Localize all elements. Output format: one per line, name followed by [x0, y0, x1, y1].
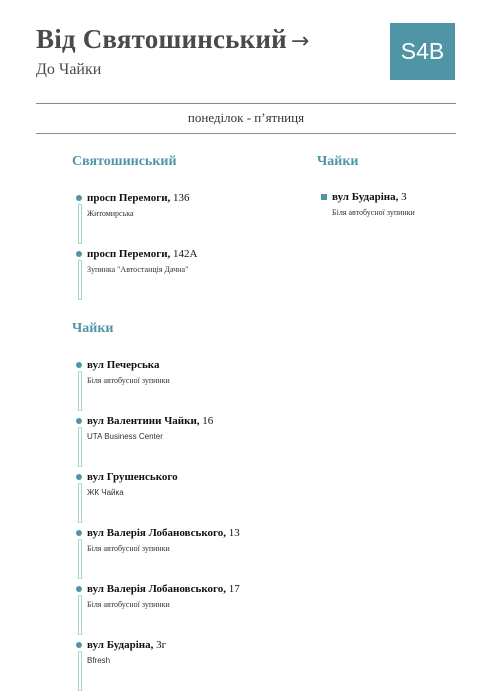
stop-street: вул Грушенського	[87, 471, 178, 483]
stop-marker-icon	[76, 195, 82, 201]
stop-street: вул Валерія Лобановського,	[87, 527, 226, 539]
stop-connector	[78, 204, 82, 244]
stop-marker-icon	[76, 586, 82, 592]
schedule-days: понеділок - п’ятниця	[187, 110, 305, 125]
stop-note: ЖК Чайка	[87, 488, 124, 497]
stop-number: 136	[170, 192, 190, 204]
stop-note: Біля автобусної зупинки	[87, 376, 170, 385]
stop-name	[87, 583, 240, 595]
stop-marker-icon	[76, 474, 82, 480]
stop-number: 16	[199, 415, 214, 427]
stop-connector	[78, 427, 82, 467]
stop-name	[87, 192, 190, 204]
stop-number: 13	[226, 527, 240, 539]
stop-street: вул Печерська	[87, 359, 160, 371]
route-code-badge: S4B	[390, 23, 455, 80]
route-destination: До Чайки	[36, 61, 102, 78]
stop-name	[87, 471, 178, 483]
section-title-chaiky-right: Чайки	[317, 154, 359, 169]
stop-street: вул Бударіна,	[332, 191, 399, 203]
divider-bottom	[36, 133, 456, 134]
stop-street: просп Перемоги,	[87, 192, 171, 204]
stop-marker-icon	[76, 530, 82, 536]
stop-name	[87, 527, 240, 539]
stop-marker-icon	[76, 642, 82, 648]
stop-number: 3г	[153, 639, 167, 651]
stop-note: Біля автобусної зупинки	[332, 208, 415, 217]
stop-name	[87, 639, 166, 651]
stop-name	[87, 415, 213, 427]
stop-end-marker-icon	[321, 194, 327, 200]
divider-top	[36, 103, 456, 104]
stop-name	[332, 191, 407, 203]
stop-note: Біля автобусної зупинки	[87, 544, 170, 553]
stop-connector	[78, 260, 82, 300]
stop-marker-icon	[76, 251, 82, 257]
stop-marker-icon	[76, 418, 82, 424]
stop-number: 142А	[170, 248, 198, 260]
arrow-right-icon: →	[290, 29, 310, 54]
route-title	[36, 24, 310, 55]
stop-note: Bfresh	[87, 656, 111, 665]
stop-connector	[78, 651, 82, 691]
stop-connector	[78, 483, 82, 523]
route-title-text: Від Святошинський	[36, 24, 287, 54]
stop-note: Зупинка "Автостанція Дачна"	[87, 265, 189, 274]
stop-street: просп Перемоги,	[87, 248, 171, 260]
stop-number: 3	[398, 191, 407, 203]
stop-connector	[78, 371, 82, 411]
section-title-chaiky: Чайки	[72, 321, 114, 336]
stop-note: UTA Business Center	[87, 432, 163, 441]
stop-name	[87, 359, 159, 371]
stop-note: Біля автобусної зупинки	[87, 600, 170, 609]
stop-street: вул Валерія Лобановського,	[87, 583, 226, 595]
section-title-sviatoshynskyi: Святошинський	[72, 154, 177, 169]
stop-note: Житомирська	[87, 209, 134, 218]
stop-connector	[78, 539, 82, 579]
stop-street: вул Бударіна,	[87, 639, 154, 651]
stop-marker-icon	[76, 362, 82, 368]
stop-street: вул Валентини Чайки,	[87, 415, 200, 427]
stop-name	[87, 248, 198, 260]
stop-number: 17	[226, 583, 240, 595]
stop-connector	[78, 595, 82, 635]
